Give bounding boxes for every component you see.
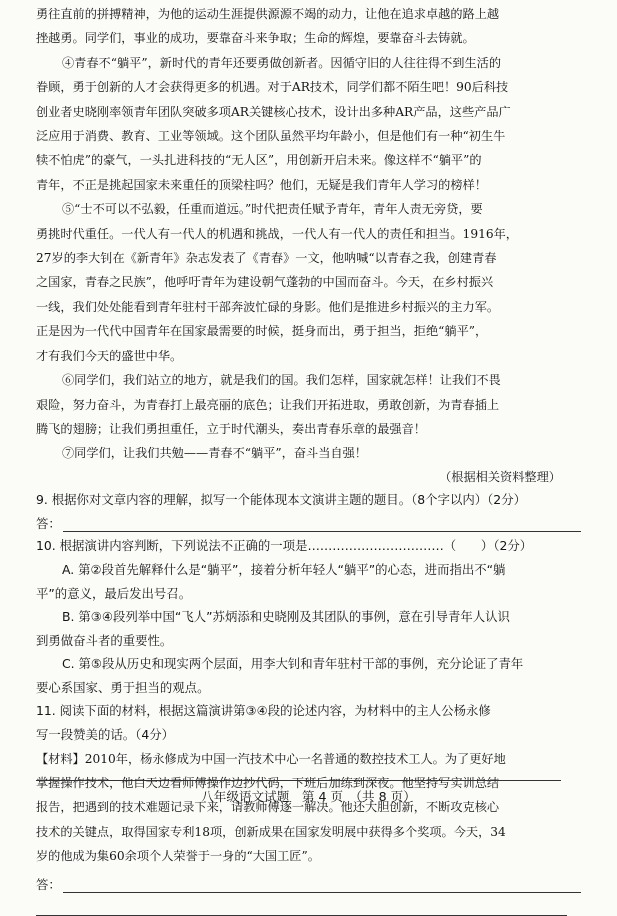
passage-line: 正是因为一代代中国青年在国家最需要的时候，挺身而出，勇于担当，拒绝“躺平”， (36, 324, 488, 339)
passage-line: 才有我们今天的盛世中华。 (36, 348, 183, 363)
passage-line: 青年，不正是挑起国家未来重任的顶梁柱吗？他们，无疑是我们青年人学习的榜样！ (36, 177, 487, 192)
passage-line: 创业者史晓刚率领青年团队突破多项AR关键核心技术，设计出多种AR产品，这些产品广 (36, 104, 511, 119)
passage-line: ⑦同学们，让我们共勉——青春不“躺平”，奋斗当自强！ (62, 446, 367, 461)
option-line: 平”的意义，最后发出号召。 (36, 585, 192, 601)
option-line: C. 第⑤段从历史和现实两个层面，用李大钊和青年驻村干部的事例，充分论证了青年 (62, 656, 524, 672)
question-10-options (36, 558, 581, 700)
option-line: 要心系国家、勇于担当的观点。 (36, 679, 210, 695)
question-line: 写一段赞美的话。（4分） (36, 727, 174, 743)
material-line: 掌握操作技术，他白天边看师傅操作边抄代码，下班后加练到深夜。他坚持写实训总结 (36, 776, 500, 791)
question-11-answer[interactable] (36, 869, 581, 893)
passage-line: ⑥同学们，我们站立的地方，就是我们的国。我们怎样，国家就怎样！让我们不畏 (62, 373, 501, 388)
passage-line: 一线，我们处处能看到青年驻村干部奔波忙碌的身影。他们是推进乡村振兴的主力军。 (36, 299, 500, 314)
material-line: 【材料】2010年，杨永修成为中国一汽技术中心一名普通的数控技术工人。为了更好地 (36, 751, 506, 766)
question-10 (36, 534, 581, 699)
passage-line: 艰险，努力奋斗，为青春打上最亮丽的底色；让我们开拓进取，勇敢创新，为青春插上 (36, 397, 500, 412)
passage-line: 泛应用于消费、教育、工业等领域。这个团队虽然平均年龄小，但是他们有一种“初生牛 (36, 129, 506, 144)
question-10-text: 10. 根据演讲内容判断，下列说法不正确的一项是……………………………（ ）（2分） (36, 538, 533, 554)
answer-line (63, 517, 581, 532)
passage-line: 犊不怕虎”的豪气，一头扎进科技的“无人区”，用创新开启未来。像这样不“躺平”的 (36, 153, 482, 168)
answer-label: 答： (36, 516, 61, 532)
answer-line-2[interactable] (36, 893, 567, 916)
material-block (36, 747, 581, 869)
passage-line: 勇挑时代重任。一代人有一代人的机遇和挑战，一代人有一代人的责任和担当。1916年， (36, 226, 518, 241)
question-9-answer[interactable] (36, 511, 581, 532)
passage-line: 勇往直前的拼搏精神，为他的运动生涯提供源源不竭的动力，让他在追求卓越的路上越 (36, 7, 500, 21)
answer-label: 答： (36, 876, 61, 892)
footer-rule (36, 780, 561, 781)
passage-line: 腾飞的翅膀；让我们勇担重任，立于时代潮头，奏出青春乐章的最强音！ (36, 421, 426, 436)
page-footer: 八年级语文试题 第 4 页 （共 8 页） (201, 789, 416, 804)
passage-line: 眷顾，勇于创新的人才会获得更多的机遇。对于AR技术，同学们都不陌生吧！90后科技 (36, 80, 509, 95)
passage (36, 2, 581, 466)
option-line: 到勇做奋斗者的重要性。 (36, 632, 173, 648)
passage-line: 挫越勇。同学们，事业的成功，要靠奋斗来争取；生命的辉煌，要靠奋斗去铸就。 (36, 31, 475, 46)
question-line: 11. 阅读下面的材料，根据这篇演讲第③④段的论述内容，为材料中的主人公杨永修 (36, 703, 491, 719)
passage-line: ⑤“士不可以不弘毅，任重而道远。”时代把责任赋予青年，青年人责无旁贷，要 (62, 202, 483, 217)
material-line: 技术的关键点，取得国家专利18项，创新成果在国家发明展中获得多个奖项。今天，34 (36, 824, 506, 839)
question-9-text: 9. 根据你对文章内容的理解，拟写一个能体现本文演讲主题的题目。（8个字以内）（2分） (36, 491, 526, 507)
question-11 (36, 699, 581, 915)
passage-line: 27岁的李大钊在《新青年》杂志发表了《青春》一文，他呐喊“以青春之我，创建青春 (36, 251, 497, 266)
material-line: 岁的他成为集60余项个人荣誉于一身的“大国工匠”。 (36, 849, 320, 864)
option-line: A. 第②段首先解释什么是“躺平”，接着分析年轻人“躺平”的心态，进而指出不“躺 (62, 561, 506, 577)
question-11-text (36, 699, 581, 746)
passage-line: 之国家，青春之民族”，他呼吁青年为建设朝气蓬勃的中国而奋斗。今天，在乡村振兴 (36, 275, 494, 290)
source-note: （根据相关资料整理） (439, 469, 561, 484)
answer-line (63, 878, 581, 893)
material-line: 报告，把遇到的技术难题记录下来，请教师傅逐一解决。他还大胆创新，不断攻克核心 (36, 800, 500, 815)
question-9 (36, 488, 581, 533)
passage-line: ④青春不“躺平”，新时代的青年还要勇做创新者。因循守旧的人往往得不到生活的 (62, 55, 502, 70)
option-line: B. 第③④段列举中国“飞人”苏炳添和史晓刚及其团队的事例，意在引导青年人认识 (62, 609, 510, 625)
